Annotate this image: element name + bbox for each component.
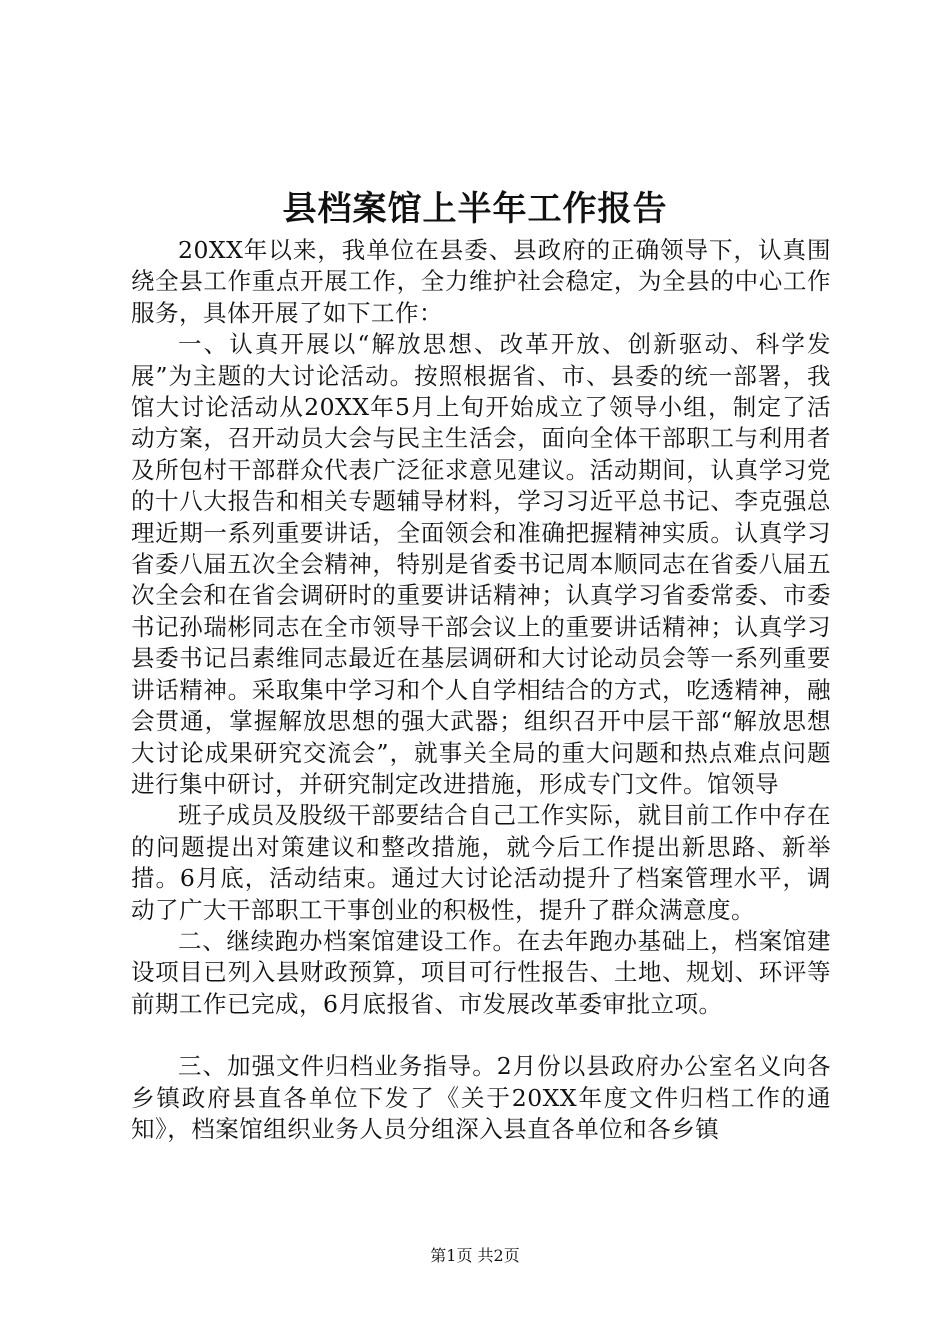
paragraph-section-3: 三、加强文件归档业务指导。2月份以县政府办公室名义向各乡镇政府县直各单位下发了《关于20XX年度文件归档工作的通知》，档案馆组织业务人员分组深入县直各单位和各乡镇	[131, 1052, 831, 1143]
paragraph-section-1: 一、认真开展以“解放思想、改革开放、创新驱动、科学发展”为主题的大讨论活动。按照根据省、市、县委的统一部署，我馆大讨论活动从20XX年5月上旬开始成立了领导小组，制定了活动方案，召开动员大会与民主生活会，面向全体干部职工与利用者及所包村干部群众代表广泛征求意见建议。活动期间，认真学习党的十八大报告和相关专题辅导材料，学习习近平总书记、李克强总理近期一系列重要讲话，全面领会和准确把握精神实质。认真学习省委八届五次全会精神，特别是省委书记周本顺同志在省委八届五次全会和在省会调研时的重要讲话精神；认真学习省委常委、市委书记孙瑞彬同志在全市领导干部会议上的重要讲话精神；认真学习县委书记吕素维同志最近在基层调研和大讨论动员会等一系列重要讲话精神。采取集中学习和个人自学相结合的方式，吃透精神，融会贯通，掌握解放思想的强大武器；组织召开中层干部“解放思想大讨论成果研究交流会”，就事关全局的重大问题和热点难点问题进行集中研讨，并研究制定改进措施，形成专门文件。馆领导	[131, 330, 831, 798]
document-body	[131, 235, 831, 1145]
page-footer: 第1页 共2页	[430, 1246, 520, 1265]
document-title: 县档案馆上半年工作报告	[282, 189, 668, 229]
paragraph-section-2: 二、继续跑办档案馆建设工作。在去年跑办基础上，档案馆建设项目已列入县财政预算，项目可行性报告、土地、规划、环评等前期工作已完成，6月底报省、市发展改革委审批立项。	[131, 926, 831, 1018]
paragraph-intro: 20XX年以来，我单位在县委、县政府的正确领导下，认真围绕全县工作重点开展工作，全力维护社会稳定，为全县的中心工作服务，具体开展了如下工作：	[131, 236, 831, 327]
paragraph-section-1-continued: 班子成员及股级干部要结合自己工作实际，就目前工作中存在的问题提出对策建议和整改措施，就今后工作提出新思路、新举措。6月底，活动结束。通过大讨论活动提升了档案管理水平，调动了广大干部职工干事创业的积极性，提升了群众满意度。	[131, 801, 831, 924]
